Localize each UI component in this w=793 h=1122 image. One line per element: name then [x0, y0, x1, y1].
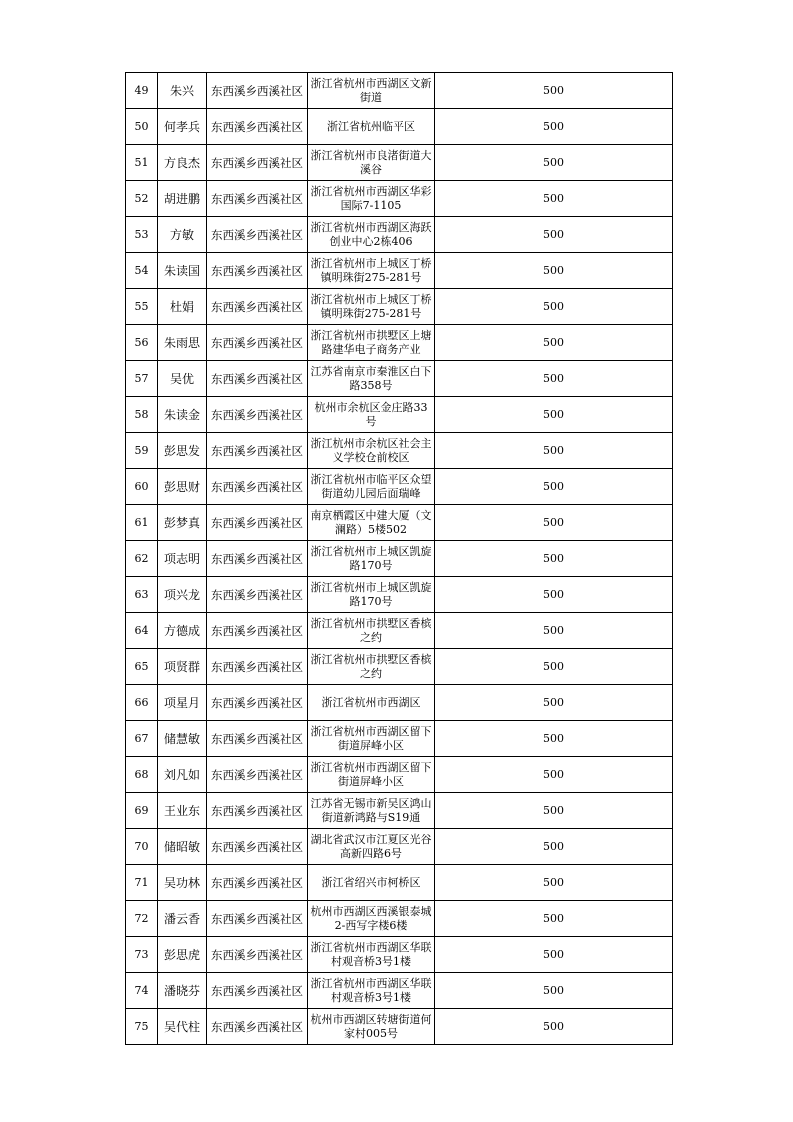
row-address-text: 浙江省杭州市拱墅区香槟之约 — [310, 616, 432, 644]
row-address — [308, 109, 435, 145]
table-row — [126, 757, 673, 793]
row-address — [308, 217, 435, 253]
row-name: 朱兴 — [158, 73, 207, 109]
row-amount: 500 — [435, 109, 673, 145]
row-address — [308, 397, 435, 433]
row-name: 潘晓芬 — [158, 973, 207, 1009]
row-community: 东西溪乡西溪社区 — [207, 541, 308, 577]
row-address — [308, 289, 435, 325]
row-address — [308, 901, 435, 937]
row-name: 储慧敏 — [158, 721, 207, 757]
table-row — [126, 901, 673, 937]
row-community: 东西溪乡西溪社区 — [207, 361, 308, 397]
row-number: 71 — [126, 865, 158, 901]
row-address — [308, 145, 435, 181]
row-name: 吴代柱 — [158, 1009, 207, 1045]
row-address-text: 浙江省杭州市西湖区文新街道 — [310, 76, 432, 104]
table-row — [126, 865, 673, 901]
table-row — [126, 505, 673, 541]
row-address — [308, 253, 435, 289]
table-row — [126, 253, 673, 289]
row-number: 65 — [126, 649, 158, 685]
row-address — [308, 829, 435, 865]
row-number: 64 — [126, 613, 158, 649]
row-address — [308, 73, 435, 109]
row-amount: 500 — [435, 649, 673, 685]
row-address — [308, 613, 435, 649]
table-row — [126, 325, 673, 361]
row-community: 东西溪乡西溪社区 — [207, 649, 308, 685]
row-address-text: 浙江省杭州市西湖区华彩国际7-1105 — [310, 184, 432, 212]
row-amount: 500 — [435, 577, 673, 613]
row-name: 朱读国 — [158, 253, 207, 289]
table-row — [126, 469, 673, 505]
row-number: 61 — [126, 505, 158, 541]
row-address — [308, 181, 435, 217]
row-community: 东西溪乡西溪社区 — [207, 793, 308, 829]
table-row — [126, 289, 673, 325]
row-address-text: 浙江省杭州市拱墅区香槟之约 — [310, 652, 432, 680]
row-number: 55 — [126, 289, 158, 325]
row-address — [308, 469, 435, 505]
row-amount: 500 — [435, 217, 673, 253]
row-amount: 500 — [435, 1009, 673, 1045]
row-community: 东西溪乡西溪社区 — [207, 325, 308, 361]
row-community: 东西溪乡西溪社区 — [207, 577, 308, 613]
row-address-text: 浙江省杭州市西湖区海跃创业中心2栋406 — [310, 220, 432, 248]
row-address-text: 浙江省杭州市拱墅区上塘路建华电子商务产业 — [310, 328, 432, 356]
row-amount: 500 — [435, 757, 673, 793]
row-amount: 500 — [435, 145, 673, 181]
row-number: 69 — [126, 793, 158, 829]
row-name: 储昭敏 — [158, 829, 207, 865]
table-row — [126, 397, 673, 433]
table-row — [126, 793, 673, 829]
row-number: 75 — [126, 1009, 158, 1045]
row-address — [308, 757, 435, 793]
table-row — [126, 145, 673, 181]
table-row — [126, 577, 673, 613]
row-address-text: 江苏省南京市秦淮区白下路358号 — [310, 364, 432, 392]
row-amount: 500 — [435, 361, 673, 397]
table-row — [126, 937, 673, 973]
row-name: 彭思虎 — [158, 937, 207, 973]
table-row — [126, 649, 673, 685]
row-address-text: 浙江省杭州市西湖区 — [321, 695, 421, 709]
row-address-text: 浙江省杭州临平区 — [327, 119, 415, 133]
row-address-text: 浙江省杭州市上城区凯旋路170号 — [310, 580, 432, 608]
row-number: 63 — [126, 577, 158, 613]
row-amount: 500 — [435, 901, 673, 937]
row-number: 54 — [126, 253, 158, 289]
row-name: 何孝兵 — [158, 109, 207, 145]
row-address — [308, 541, 435, 577]
row-amount: 500 — [435, 829, 673, 865]
table-row — [126, 361, 673, 397]
row-address — [308, 793, 435, 829]
row-address-text: 浙江杭州市余杭区社会主义学校仓前校区 — [310, 436, 432, 464]
row-amount: 500 — [435, 253, 673, 289]
row-address-text: 浙江省杭州市西湖区华联村观音桥3号1楼 — [310, 976, 432, 1004]
row-amount: 500 — [435, 973, 673, 1009]
row-address-text: 浙江省杭州市上城区凯旋路170号 — [310, 544, 432, 572]
row-community: 东西溪乡西溪社区 — [207, 901, 308, 937]
row-number: 62 — [126, 541, 158, 577]
row-number: 56 — [126, 325, 158, 361]
row-address — [308, 325, 435, 361]
row-name: 彭梦真 — [158, 505, 207, 541]
row-number: 50 — [126, 109, 158, 145]
row-amount: 500 — [435, 181, 673, 217]
row-community: 东西溪乡西溪社区 — [207, 757, 308, 793]
row-number: 57 — [126, 361, 158, 397]
row-number: 58 — [126, 397, 158, 433]
row-community: 东西溪乡西溪社区 — [207, 865, 308, 901]
row-number: 59 — [126, 433, 158, 469]
row-amount: 500 — [435, 541, 673, 577]
row-amount: 500 — [435, 397, 673, 433]
table-row — [126, 973, 673, 1009]
row-name: 方敏 — [158, 217, 207, 253]
row-address-text: 杭州市余杭区金庄路33号 — [314, 400, 428, 428]
row-community: 东西溪乡西溪社区 — [207, 469, 308, 505]
row-community: 东西溪乡西溪社区 — [207, 397, 308, 433]
row-address — [308, 721, 435, 757]
row-name: 潘云香 — [158, 901, 207, 937]
row-community: 东西溪乡西溪社区 — [207, 829, 308, 865]
row-address — [308, 973, 435, 1009]
row-community: 东西溪乡西溪社区 — [207, 613, 308, 649]
row-community: 东西溪乡西溪社区 — [207, 217, 308, 253]
row-address — [308, 685, 435, 721]
row-community: 东西溪乡西溪社区 — [207, 109, 308, 145]
row-address — [308, 649, 435, 685]
table-row — [126, 109, 673, 145]
row-address-text: 南京栖霞区中建大厦（文澜路）5楼502 — [310, 508, 432, 536]
row-number: 67 — [126, 721, 158, 757]
row-address-text: 浙江省杭州市临平区众望街道幼儿园后面瑞峰 — [310, 472, 432, 500]
row-name: 朱读金 — [158, 397, 207, 433]
row-community: 东西溪乡西溪社区 — [207, 181, 308, 217]
row-address — [308, 577, 435, 613]
row-name: 朱雨思 — [158, 325, 207, 361]
row-address — [308, 433, 435, 469]
row-name: 项兴龙 — [158, 577, 207, 613]
row-name: 方良杰 — [158, 145, 207, 181]
row-amount: 500 — [435, 469, 673, 505]
row-number: 68 — [126, 757, 158, 793]
table-row — [126, 433, 673, 469]
row-address-text: 杭州市西湖区西溪银泰城2-西写字楼6楼 — [310, 904, 432, 932]
row-community: 东西溪乡西溪社区 — [207, 73, 308, 109]
row-community: 东西溪乡西溪社区 — [207, 973, 308, 1009]
beneficiary-table — [125, 72, 673, 1045]
row-community: 东西溪乡西溪社区 — [207, 289, 308, 325]
row-amount: 500 — [435, 721, 673, 757]
row-address-text: 杭州市西湖区转塘街道何家村005号 — [310, 1012, 432, 1040]
row-address — [308, 361, 435, 397]
row-amount: 500 — [435, 73, 673, 109]
row-address-text: 浙江省杭州市良渚街道大溪谷 — [310, 148, 432, 176]
row-name: 王业东 — [158, 793, 207, 829]
table-row — [126, 217, 673, 253]
row-number: 74 — [126, 973, 158, 1009]
row-number: 70 — [126, 829, 158, 865]
table-row — [126, 685, 673, 721]
row-community: 东西溪乡西溪社区 — [207, 937, 308, 973]
row-amount: 500 — [435, 325, 673, 361]
row-amount: 500 — [435, 433, 673, 469]
table-row — [126, 829, 673, 865]
row-number: 53 — [126, 217, 158, 253]
row-address-text: 浙江省杭州市西湖区留下街道屏峰小区 — [310, 760, 432, 788]
table-row — [126, 541, 673, 577]
row-number: 49 — [126, 73, 158, 109]
row-name: 吴优 — [158, 361, 207, 397]
row-address — [308, 937, 435, 973]
row-community: 东西溪乡西溪社区 — [207, 721, 308, 757]
row-name: 胡进鹏 — [158, 181, 207, 217]
row-community: 东西溪乡西溪社区 — [207, 505, 308, 541]
row-name: 彭思发 — [158, 433, 207, 469]
row-community: 东西溪乡西溪社区 — [207, 685, 308, 721]
row-number: 66 — [126, 685, 158, 721]
row-name: 杜娟 — [158, 289, 207, 325]
row-number: 72 — [126, 901, 158, 937]
row-address-text: 浙江省杭州市上城区丁桥镇明珠街275-281号 — [310, 256, 432, 284]
row-community: 东西溪乡西溪社区 — [207, 253, 308, 289]
row-address-text: 浙江省绍兴市柯桥区 — [321, 875, 421, 889]
row-amount: 500 — [435, 865, 673, 901]
row-number: 52 — [126, 181, 158, 217]
table-row — [126, 721, 673, 757]
row-community: 东西溪乡西溪社区 — [207, 1009, 308, 1045]
row-name: 彭思财 — [158, 469, 207, 505]
table-row — [126, 1009, 673, 1045]
row-number: 60 — [126, 469, 158, 505]
table-body — [126, 73, 673, 1045]
row-name: 吴功林 — [158, 865, 207, 901]
table-row — [126, 73, 673, 109]
row-amount: 500 — [435, 289, 673, 325]
row-name: 项星月 — [158, 685, 207, 721]
row-address — [308, 505, 435, 541]
row-address — [308, 1009, 435, 1045]
row-name: 项志明 — [158, 541, 207, 577]
row-address-text: 浙江省杭州市上城区丁桥镇明珠街275-281号 — [310, 292, 432, 320]
row-amount: 500 — [435, 685, 673, 721]
row-address-text: 浙江省杭州市西湖区华联村观音桥3号1楼 — [310, 940, 432, 968]
row-name: 项贤群 — [158, 649, 207, 685]
row-name: 方德成 — [158, 613, 207, 649]
table-row — [126, 181, 673, 217]
row-amount: 500 — [435, 793, 673, 829]
row-number: 51 — [126, 145, 158, 181]
row-name: 刘凡如 — [158, 757, 207, 793]
table-row — [126, 613, 673, 649]
row-address-text: 湖北省武汉市江夏区光谷高新四路6号 — [310, 832, 432, 860]
row-community: 东西溪乡西溪社区 — [207, 145, 308, 181]
row-amount: 500 — [435, 613, 673, 649]
row-address-text: 浙江省杭州市西湖区留下街道屏峰小区 — [310, 724, 432, 752]
row-amount: 500 — [435, 937, 673, 973]
row-amount: 500 — [435, 505, 673, 541]
row-address-text: 江苏省无锡市新吴区鸿山街道新鸿路与S19通 — [310, 796, 432, 824]
row-address — [308, 865, 435, 901]
row-number: 73 — [126, 937, 158, 973]
row-community: 东西溪乡西溪社区 — [207, 433, 308, 469]
